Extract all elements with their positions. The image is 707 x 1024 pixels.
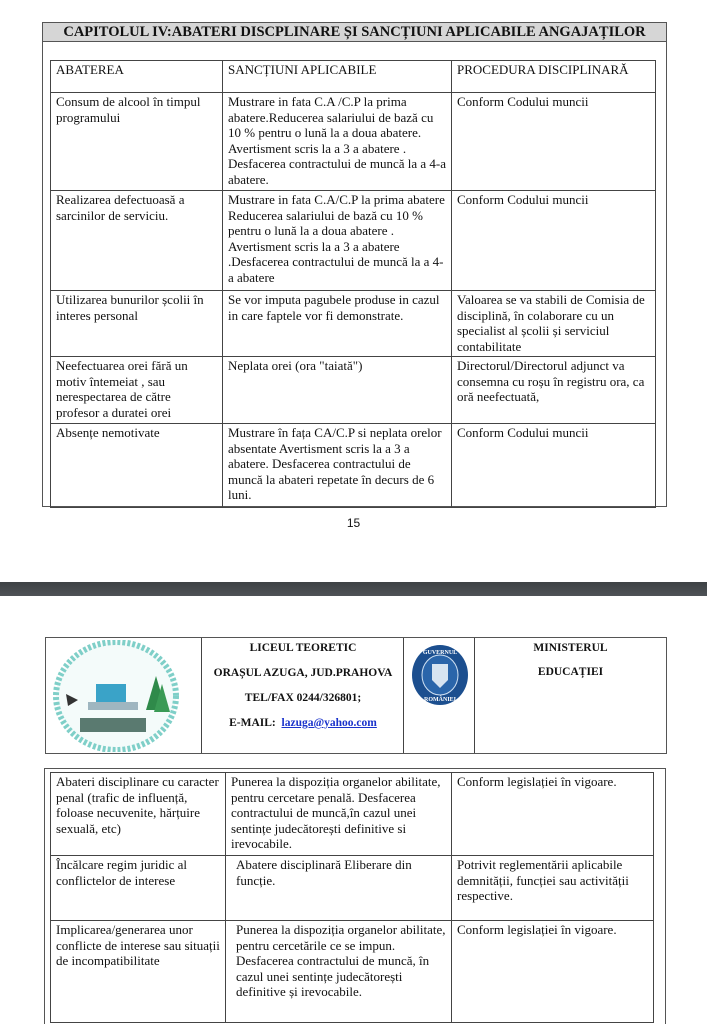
sanctiuni-cell: Punerea la dispoziția organelor abilitate, pentru cercetările ce se impun. Desfacerea contractului de muncă, în cazul unei sentințe judecătorești definitive și irevocabile.	[226, 921, 452, 1023]
email-label: E-MAIL:	[229, 717, 276, 729]
table-row	[51, 357, 656, 424]
sanctiuni-cell: Mustrare in fata C.A/C.P la prima abatere Reducerea salariului de bază cu 10 % pentru o lună la a doua abatere . Avertisment scris la a 3 a abatere .Desfacerea contractului de muncă la a 4-a abatere	[223, 191, 452, 291]
ministry-line1: MINISTERUL	[533, 642, 608, 654]
government-emblem-cell	[403, 638, 475, 753]
sanctiuni-cell: Neplata orei (ora "taiată")	[223, 357, 452, 424]
sanctiuni-cell: Se vor imputa pagubele produse in cazul in care faptele vor fi demonstrate.	[223, 291, 452, 357]
sanctions-table-continued	[50, 772, 654, 1023]
abatere-cell: Consum de alcool în timpul programului	[51, 93, 223, 191]
procedura-cell: Conform legislației în vigoare.	[452, 773, 654, 856]
sanctiuni-cell: Abatere disciplinară Eliberare din funcție.	[226, 856, 452, 921]
abatere-cell: Abateri disciplinare cu caracter penal (trafic de influență, foloase necuvenite, hărțuire sexuală, etc)	[51, 773, 226, 856]
email-link[interactable]: lazuga@yahoo.com	[281, 717, 377, 729]
column-header: SANCȚIUNI APLICABILE	[223, 61, 452, 93]
table-row	[51, 191, 656, 291]
school-info	[201, 638, 404, 753]
emblem-text-bottom: ROMÂNIEI	[423, 697, 456, 703]
page-separator	[0, 582, 707, 596]
sanctiuni-cell: Punerea la dispoziția organelor abilitate, pentru cercetare penală. Desfacerea contractului de muncă,în cazul unei sentințe judecătorești definitive si irevocabile.	[226, 773, 452, 856]
table-row	[51, 424, 656, 508]
procedura-cell: Valoarea se va stabili de Comisia de disciplină, în colaborare cu un specialist al școlii și serviciul contabilitate	[452, 291, 656, 357]
sanctions-table	[50, 60, 656, 508]
chapter-title: CAPITOLUL IV:ABATERI DISCPLINARE ȘI SANCȚIUNI APLICABILE ANGAJAȚILOR	[42, 22, 667, 42]
page-number: 15	[346, 516, 361, 530]
procedura-cell: Potrivit reglementării aplicabile demnității, funcției sau activității respective.	[452, 856, 654, 921]
school-logo	[50, 640, 198, 752]
table-row	[51, 856, 654, 921]
ministry-line2: EDUCAȚIEI	[537, 666, 604, 678]
table-row	[51, 921, 654, 1023]
table-row	[51, 291, 656, 357]
abatere-cell: Realizarea defectuoasă a sarcinilor de serviciu.	[51, 191, 223, 291]
government-emblem-icon	[410, 644, 470, 706]
procedura-cell: Conform Codului muncii	[452, 93, 656, 191]
sanctiuni-cell: Mustrare în fața CA/C.P si neplata orelor absentate Avertisment scris la a 3 a abatere. Desfacerea contractului de muncă la abateri repetate în decurs de 6 luni.	[223, 424, 452, 508]
procedura-cell: Directorul/Directorul adjunct va consemna cu roșu în registru ora, ca oră neefectuată,	[452, 357, 656, 424]
school-address: ORAȘUL AZUGA, JUD.PRAHOVA	[213, 667, 393, 679]
procedura-cell: Conform legislației în vigoare.	[452, 921, 654, 1023]
abatere-cell: Neefectuarea orei fără un motiv întemeiat , sau nerespectarea de către profesor a duratei orei	[51, 357, 223, 424]
procedura-cell: Conform Codului muncii	[452, 424, 656, 508]
table-row	[51, 773, 654, 856]
abatere-cell: Încălcare regim juridic al conflictelor de interese	[51, 856, 226, 921]
letterhead	[45, 637, 667, 754]
sanctiuni-cell: Mustrare in fata C.A /C.P la prima abatere.Reducerea salariului de bază cu 10 % pentru o lună la a doua abatere. Avertisment scris la a 3 a abatere . Desfacerea contractului de muncă la a 4-a abatere.	[223, 93, 452, 191]
emblem-text-top: GUVERNUL	[422, 650, 457, 656]
table-row	[51, 93, 656, 191]
school-phone: TEL/FAX 0244/326801;	[244, 692, 362, 704]
abatere-cell: Absențe nemotivate	[51, 424, 223, 508]
column-header: PROCEDURA DISCIPLINARĂ	[452, 61, 656, 93]
school-name: LICEUL TEORETIC	[249, 642, 357, 654]
procedura-cell: Conform Codului muncii	[452, 191, 656, 291]
ministry-cell	[474, 638, 666, 753]
table-header-row	[51, 61, 656, 93]
abatere-cell: Implicarea/generarea unor conflicte de interese sau situații de incompatibilitate	[51, 921, 226, 1023]
abatere-cell: Utilizarea bunurilor școlii în interes personal	[51, 291, 223, 357]
column-header: ABATEREA	[51, 61, 223, 93]
